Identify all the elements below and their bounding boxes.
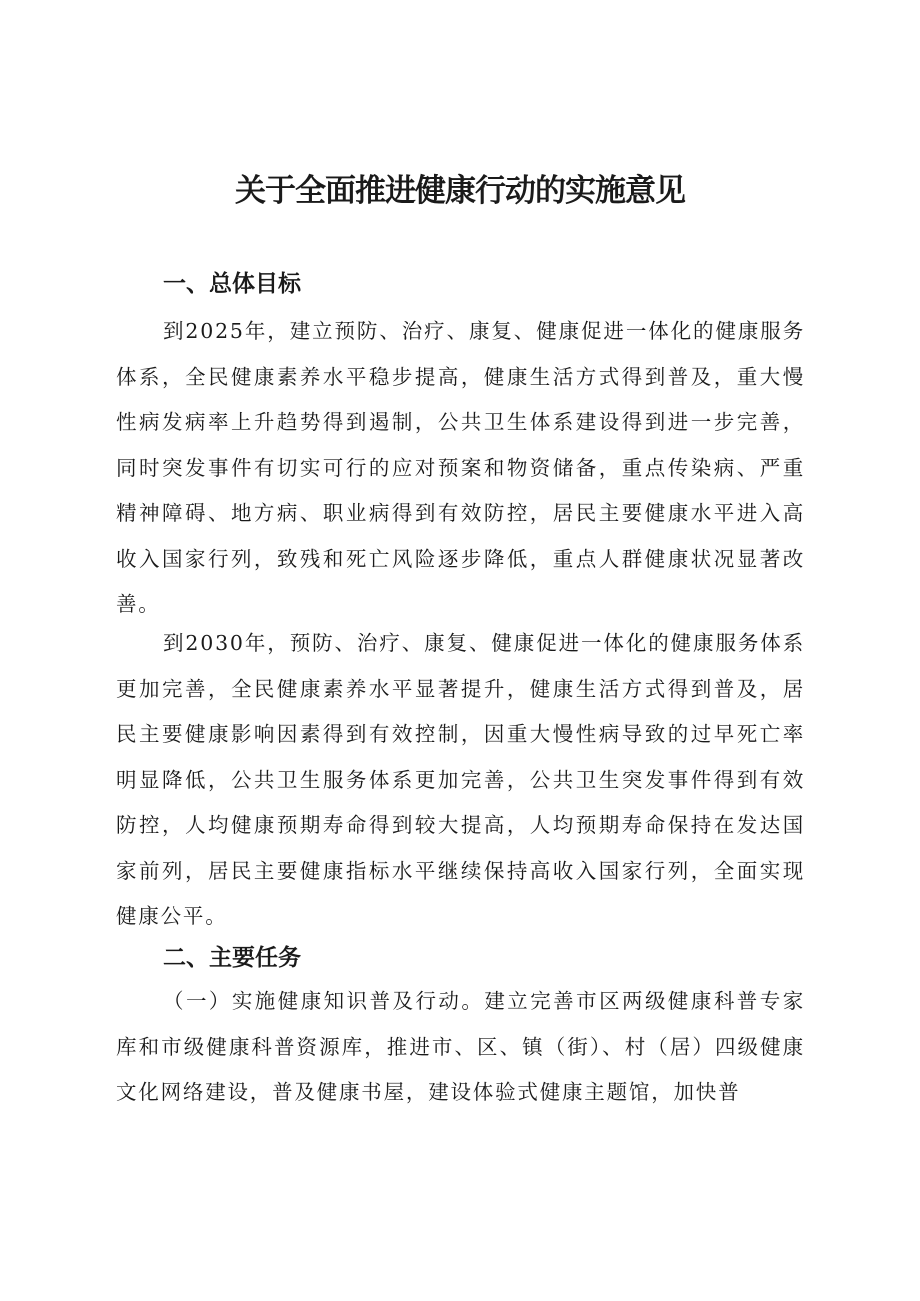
document-title: 关于全面推进健康行动的实施意见 xyxy=(235,173,685,209)
paragraph-2025-goals: 到2025年，建立预防、治疗、康复、健康促进一体化的健康服务体系，全民健康素养水平稳步提高，健康生活方式得到普及，重大慢性病发病率上升趋势得到遏制，公共卫生体系建设得到进一步完善，同时突发事件有切实可行的应对预案和物资储备，重点传染病、严重精神障碍、地方病、职业病得到有效防控，居民主要健康水平进入高收入国家行列，致残和死亡风险逐步降低，重点人群健康状况显著改善。 xyxy=(116,319,805,616)
paragraph-2030-goals: 到2030年，预防、治疗、康复、健康促进一体化的健康服务体系更加完善，全民健康素养水平显著提升，健康生活方式得到普及，居民主要健康影响因素得到有效控制，因重大慢性病导致的过早死亡率明显降低，公共卫生服务体系更加完善，公共卫生突发事件得到有效防控，人均健康预期寿命得到较大提高，人均预期寿命保持在发达国家前列，居民主要健康指标水平继续保持高收入国家行列，全面实现健康公平。 xyxy=(116,631,805,928)
section-heading-main-tasks: 二、主要任务 xyxy=(163,945,301,971)
paragraph-health-knowledge-action: （一）实施健康知识普及行动。建立完善市区两级健康科普专家库和市级健康科普资源库，推进市、区、镇（街）、村（居）四级健康文化网络建设，普及健康书屋，建设体验式健康主题馆，加快普 xyxy=(116,989,805,1104)
section-heading-overall-goals: 一、总体目标 xyxy=(163,271,301,297)
